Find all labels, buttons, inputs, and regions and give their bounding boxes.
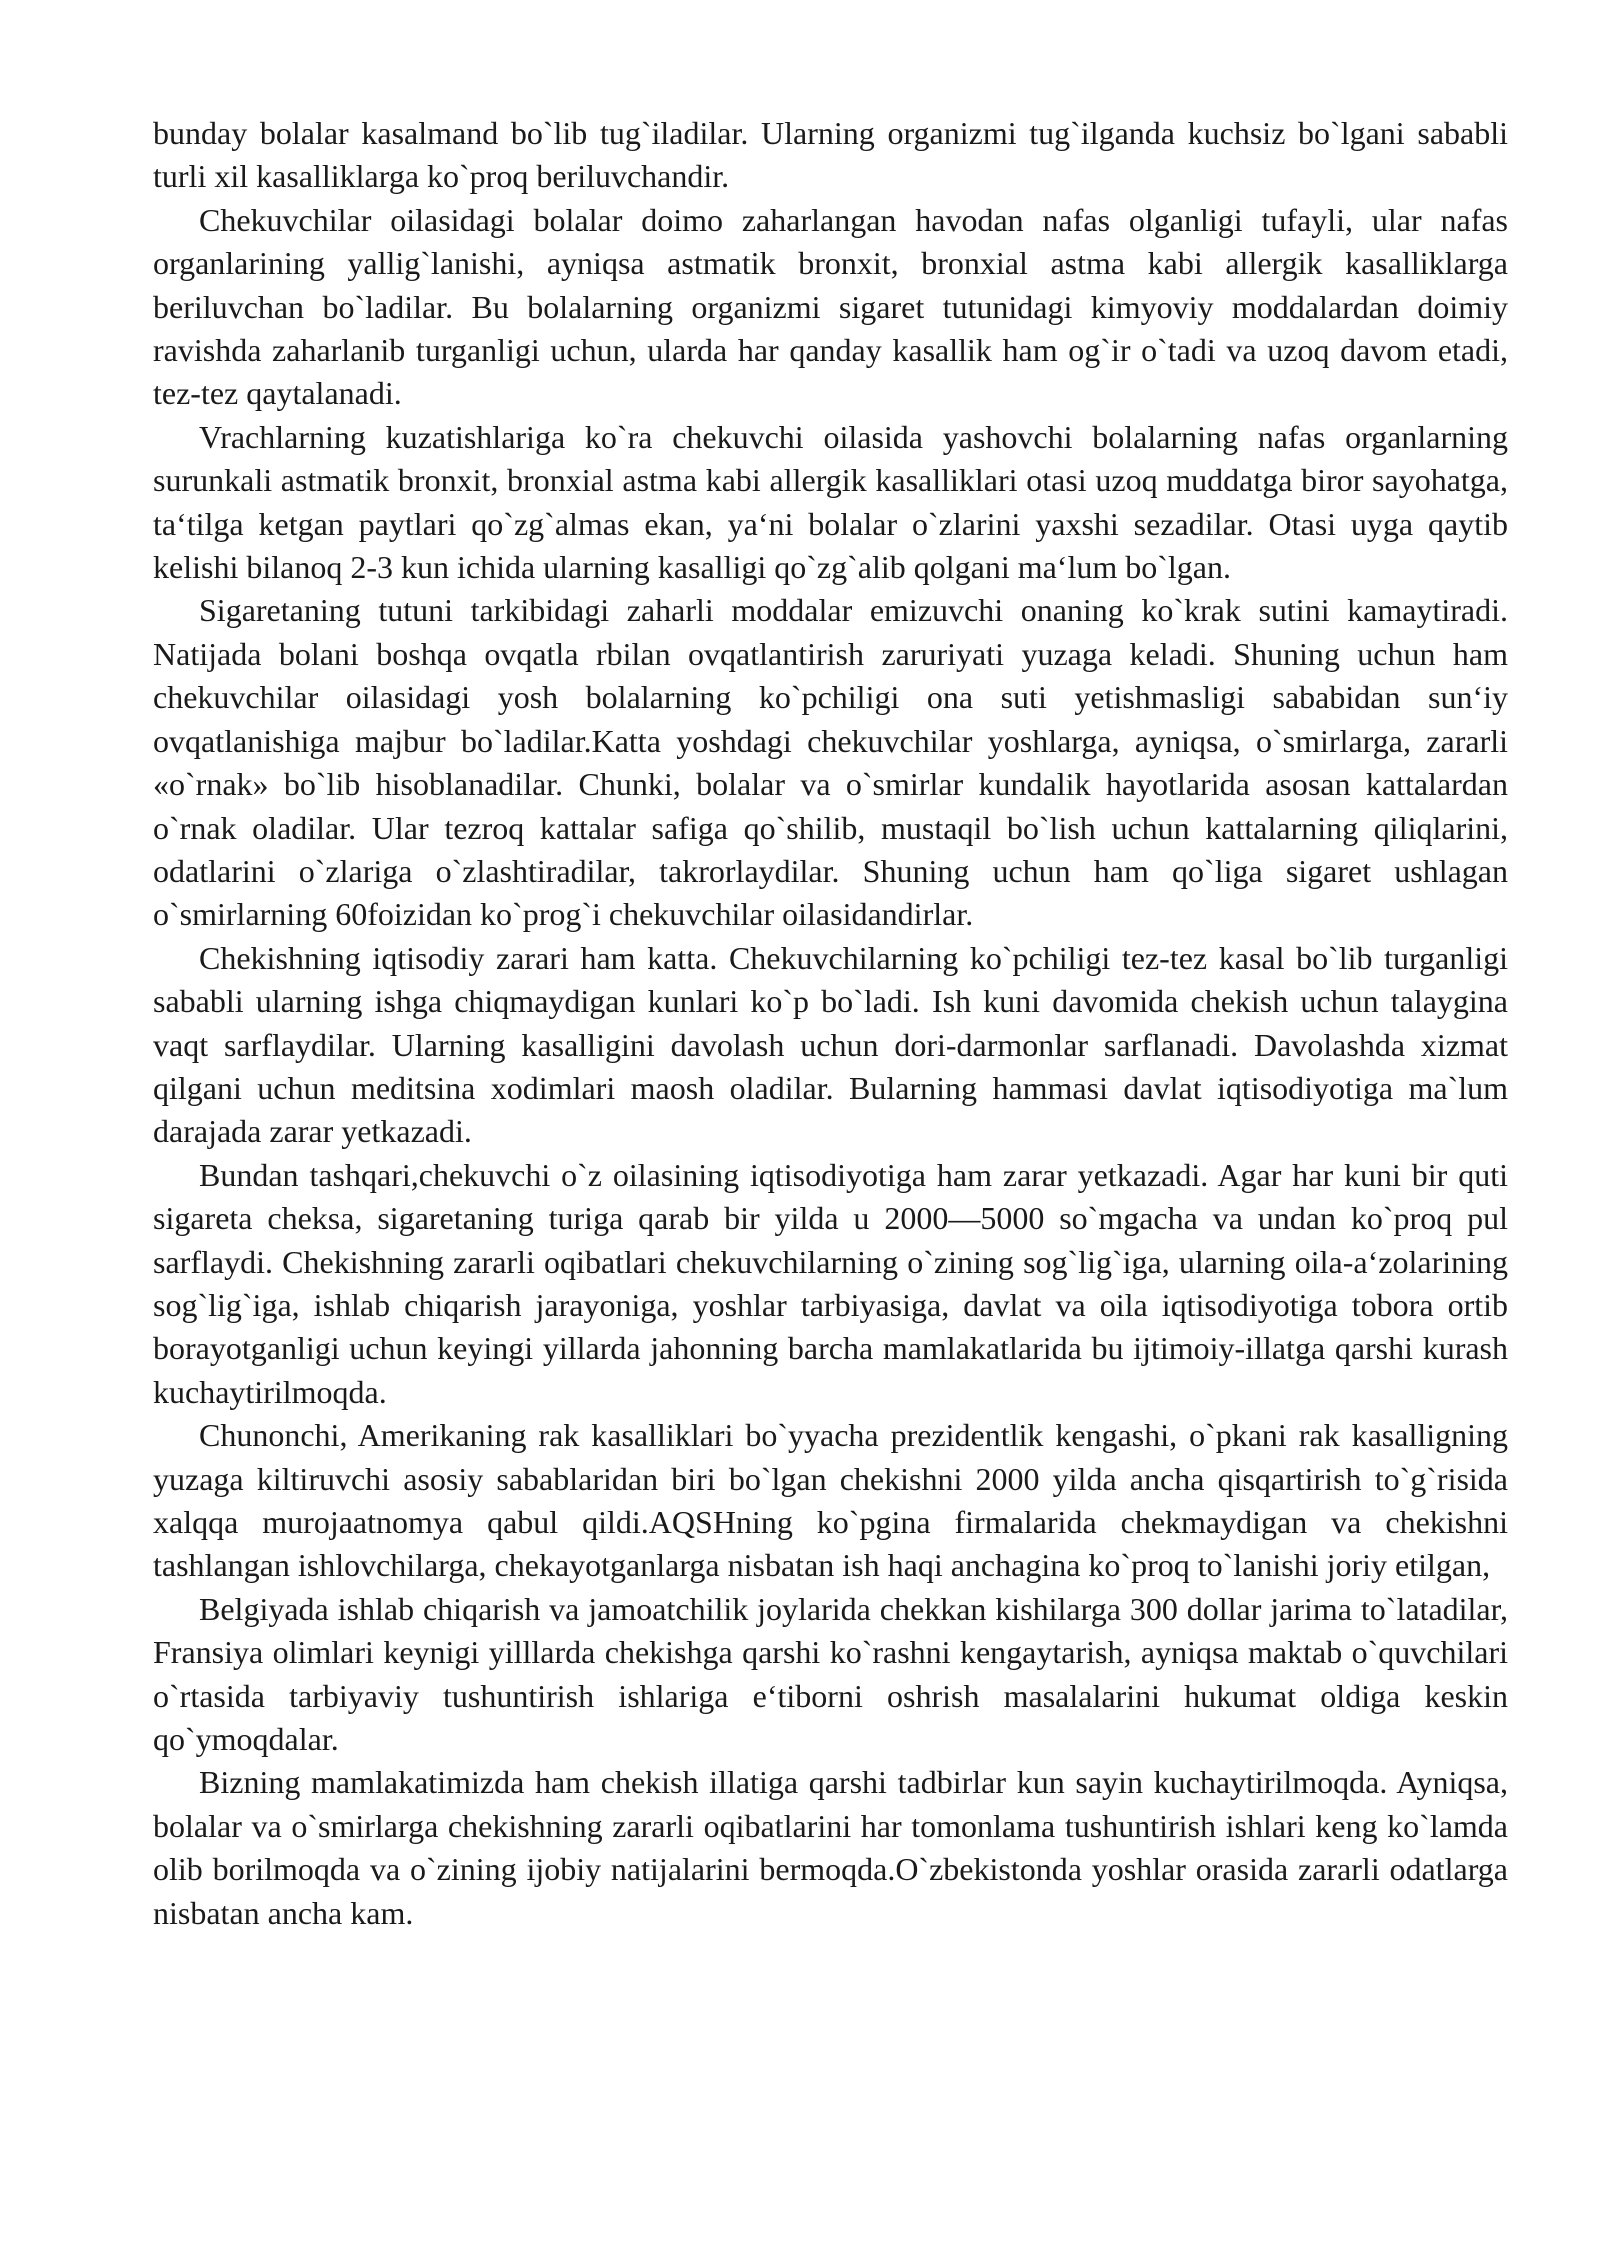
paragraph-1: bunday bolalar kasalmand bo`lib tug`iladilar. Ularning organizmi tug`ilganda kuchsiz bo`lgani sababli turli xil kasalliklarga ko`proq beriluvchandir. — [153, 115, 1508, 195]
paragraph-8: Belgiyada ishlab chiqarish va jamoatchilik joylarida chekkan kishilarga 300 dollar jarima to`latadilar, Fransiya olimlari keynigi yilllarda chekishga qarshi ko`rashni kengaytarish, ayniqsa maktab o`quvchilari o`rtasida tarbiyaviy tushuntirish ishlariga e‘tiborni oshrish masalalarini hukumat oldiga keskin qo`ymoqdalar. — [153, 1590, 1508, 1758]
paragraph-9: Bizning mamlakatimizda ham chekish illatiga qarshi tadbirlar kun sayin kuchaytirilmoqda. Ayniqsa, bolalar va o`smirlarga chekishning zararli oqibatlarini har tomonlama tushuntirish ishlari keng ko`lamda olib borilmoqda va o`zining ijobiy natijalarini bermoqda.O`zbekistonda yoshlar orasida zararli odatlarga nisbatan ancha kam. — [153, 1764, 1508, 1931]
paragraph-3: Vrachlarning kuzatishlariga ko`ra chekuvchi oilasida yashovchi bolalarning nafas organlarning surunkali astmatik bronxit, bronxial astma kabi allergik kasalliklari otasi uzoq muddatga biror sayohatga, ta‘tilga ketgan paytlari qo`zg`almas ekan, ya‘ni bolalar o`zlarini yaxshi sezadilar. Otasi uyga qaytib kelishi bilanoq 2-3 kun ichida ularning kasalligi qo`zg`alib qolgani ma‘lum bo`lgan. — [153, 418, 1508, 586]
paragraph-2: Chekuvchilar oilasidagi bolalar doimo zaharlangan havodan nafas olganligi tufayli, ular nafas organlarining yallig`lanishi, ayniqsa astmatik bronxit, bronxial astma kabi allergik kasalliklarga beriluvchan bo`ladilar. Bu bolalarning organizmi sigaret tutunidagi kimyoviy moddalardan doimiy ravishda zaharlanib turganligi uchun, ularda har qanday kasallik ham og`ir o`tadi va uzoq davom etadi, tez-tez qaytalanadi. — [153, 201, 1508, 412]
paragraph-5: Chekishning iqtisodiy zarari ham katta. Chekuvchilarning ko`pchiligi tez-tez kasal bo`lib turganligi sababli ularning ishga chiqmaydigan kunlari ko`p bo`ladi. Ish kuni davomida chekish uchun talaygina vaqt sarflaydilar. Ularning kasalligini davolash uchun dori-darmonlar sarflanadi. Davolashda xizmat qilgani uchun meditsina xodimlari maosh oladilar. Bularning hammasi davlat iqtisodiyotiga ma`lum darajada zarar yetkazadi. — [153, 939, 1508, 1150]
paragraph-6: Bundan tashqari,chekuvchi o`z oilasining iqtisodiyotiga ham zarar yetkazadi. Agar har kuni bir quti sigareta cheksa, sigaretaning turiga qarab bir yilda u 2000—5000 so`mgacha va undan ko`proq pul sarflaydi. Chekishning zararli oqibatlari chekuvchilarning o`zining sog`lig`iga, ularning oila-a‘zolarining sog`lig`iga, ishlab chiqarish jarayoniga, yoshlar tarbiyasiga, davlat va oila iqtisodiyotiga tobora ortib borayotganligi uchun keyingi yillarda jahonning barcha mamlakatlarida bu ijtimoiy-illatga qarshi kurash kuchaytirilmoqda. — [153, 1156, 1508, 1410]
document-page — [153, 112, 1508, 1935]
paragraph-4: Sigaretaning tutuni tarkibidagi zaharli moddalar emizuvchi onaning ko`krak sutini kamaytiradi. Natijada bolani boshqa ovqatla rbilan ovqatlantirish zaruriyati yuzaga keladi. Shuning uchun ham chekuvchilar oilasidagi yosh bolalarning ko`pchiligi ona suti yetishmasligi sababidan sun‘iy ovqatlanishiga majbur bo`ladilar.Katta yoshdagi chekuvchilar yoshlarga, ayniqsa, o`smirlarga, zararli «o`rnak» bo`lib hisoblanadilar. Chunki, bolalar va o`smirlar kundalik hayotlarida asosan kattalardan o`rnak oladilar. Ular tezroq kattalar safiga qo`shilib, mustaqil bo`lish uchun kattalarning qiliqlarini, odatlarini o`zlariga o`zlashtiradilar, takrorlaydilar. Shuning uchun ham qo`liga sigaret ushlagan o`smirlarning 60foizidan ko`prog`i chekuvchilar oilasidandirlar. — [153, 592, 1508, 933]
paragraph-7: Chunonchi, Amerikaning rak kasalliklari bo`yyacha prezidentlik kengashi, o`pkani rak kasalligning yuzaga kiltiruvchi asosiy sabablaridan biri bo`lgan chekishni 2000 yilda ancha qisqartirish to`g`risida xalqqa murojaatnomya qabul qildi.AQSHning ko`pgina firmalarida chekmaydigan va chekishni tashlangan ishlovchilarga, chekayotganlarga nisbatan ish haqi anchagina ko`proq to`lanishi joriy etilgan, — [153, 1417, 1508, 1584]
